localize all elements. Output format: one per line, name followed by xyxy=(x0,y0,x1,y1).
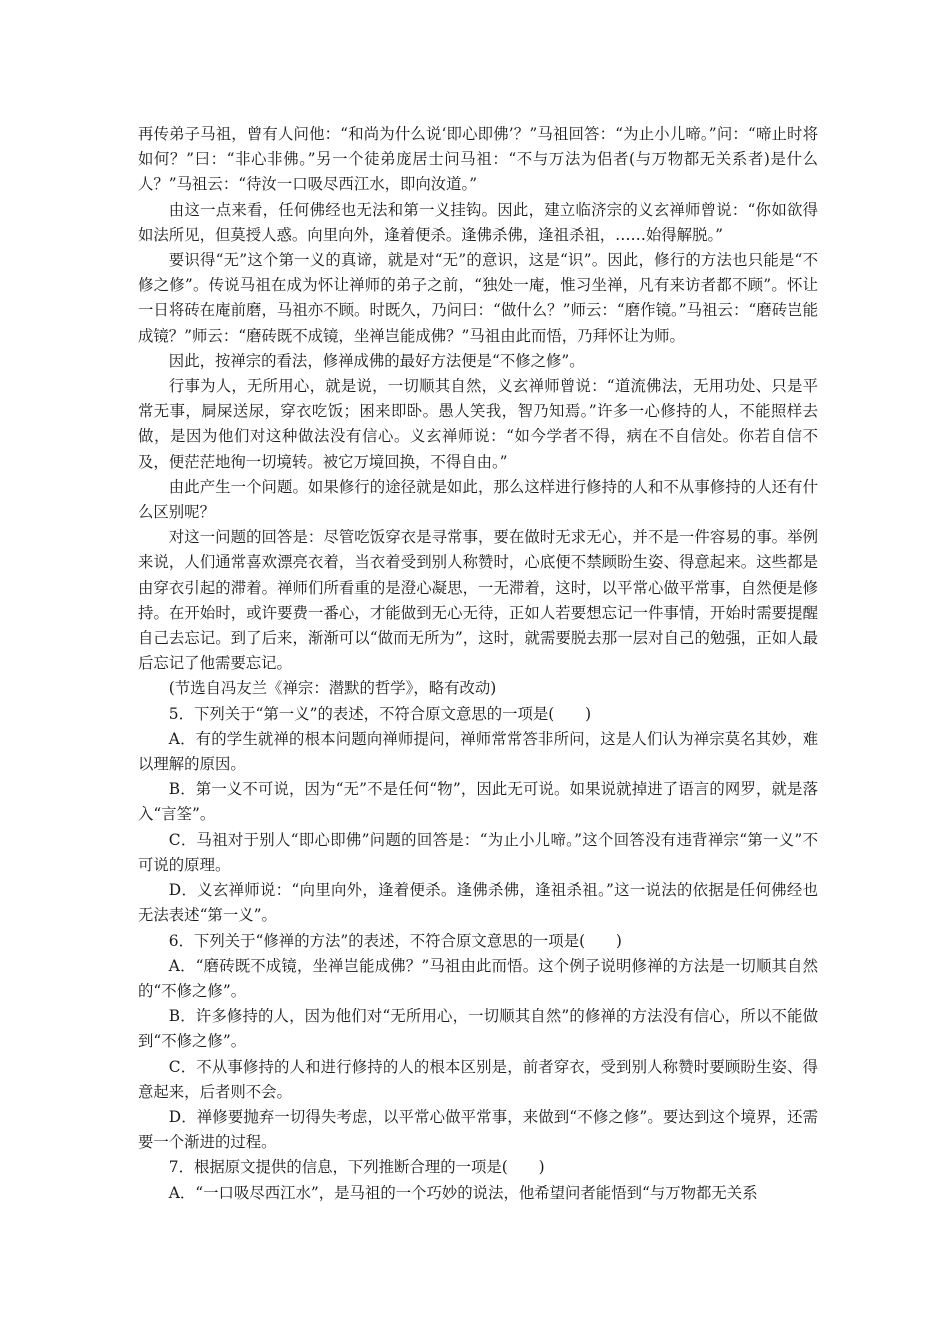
question-5-stem: 5．下列关于“第一义”的表述，不符合原文意思的一项是( ) xyxy=(168,704,592,723)
paragraph: 要识得“无”这个第一义的真谛，就是对“无”的意识，这是“识”。因此，修行的方法也只能是“不修之修”。传说马祖在成为怀让禅师的弟子之前，“独处一庵，惟习坐禅，凡有来访者都不顾”。怀让一日将砖在庵前磨，马祖亦不顾。时既久，乃问曰：“做什么？”师云：“磨作镜。”马祖云：“磨砖岂能成镜？”师云：“磨砖既不成镜，坐禅岂能成佛？”马祖由此而悟，乃拜怀让为师。 xyxy=(138,251,818,345)
question-7-stem: 7．根据原文提供的信息，下列推断合理的一项是( ) xyxy=(168,1158,545,1177)
question-5-option-a: A．有的学生就禅的根本问题向禅师提问，禅师常常答非所问，这是人们认为禅宗莫名其妙，难以理解的原因。 xyxy=(138,729,818,774)
question-7-option-a: A．“一口吸尽西江水”，是马祖的一个巧妙的说法，他希望问者能悟到“与万物都无关系 xyxy=(168,1183,758,1202)
source-citation: (节选自冯友兰《禅宗：潜默的哲学》，略有改动) xyxy=(168,679,497,698)
question-5-option-c: C．马祖对于别人“即心即佛”问题的回答是：“为止小儿啼。”这个回答没有违背禅宗“第一义”不可说的原理。 xyxy=(138,830,818,874)
question-6-option-a: A．“磨砖既不成镜，坐禅岂能成佛？”马祖由此而悟。这个例子说明修禅的方法是一切顺其自然的“不修之修”。 xyxy=(138,956,818,1000)
question-6-option-b: B．许多修持的人，因为他们对“无所用心，一切顺其自然”的修禅的方法没有信心，所以不能做到“不修之修”。 xyxy=(138,1007,818,1051)
question-5-option-b: B．第一义不可说，因为“无”不是任何“物”，因此无可说。如果说就掉进了语言的网罗，就是落入“言筌”。 xyxy=(138,780,818,824)
paragraph: 因此，按禅宗的看法，修禅成佛的最好方法便是“不修之修”。 xyxy=(168,351,585,370)
question-6-option-d: D．禅修要抛弃一切得失考虑，以平常心做平常事，来做到“不修之修”。要达到这个境界，还需要一个渐进的过程。 xyxy=(138,1107,818,1152)
paragraph: 对这一问题的回答是：尽管吃饭穿衣是寻常事，要在做时无求无心，并不是一件容易的事。举例来说，人们通常喜欢漂亮衣着，当衣着受到别人称赞时，心底便不禁顾盼生姿、得意起来。这些都是由穿衣引起的滞着。禅师们所看重的是澄心凝思，一无滞着，这时，以平常心做平常事，自然便是修持。在开始时，或许要费一番心，才能做到无心无待，正如人若要想忘记一件事情，开始时需要提醒自己去忘记。到了后来，渐渐可以“做而无所为”，这时，就需要脱去那一层对自己的勉强，正如人最后忘记了他需要忘记。 xyxy=(138,528,818,673)
question-5-option-d: D．义玄禅师说：“向里向外，逢着便杀。逢佛杀佛，逢祖杀祖。”这一说法的依据是任何佛经也无法表述“第一义”。 xyxy=(138,881,818,925)
document-body xyxy=(138,122,818,1206)
paragraph: 由这一点来看，任何佛经也无法和第一义挂钩。因此，建立临济宗的义玄禅师曾说：“你如欲得如法所见，但莫授人惑。向里向外，逢着便杀。逢佛杀佛，逢祖杀祖，……始得解脱。” xyxy=(138,200,818,244)
paragraph: 行事为人，无所用心，就是说，一切顺其自然，义玄禅师曾说：“道流佛法，无用功处、只是平常无事，屙屎送尿，穿衣吃饭；困来即卧。愚人笑我，智乃知焉。”许多一心修持的人，不能照样去做，是因为他们对这种做法没有信心。义玄禅师说：“如今学者不得，病在不自信处。你若自信不及，便茫茫地徇一切境转。被它万境回换，不得自由。” xyxy=(138,377,818,471)
question-6-option-c: C．不从事修持的人和进行修持的人的根本区别是，前者穿衣，受到别人称赞时要顾盼生姿、得意起来，后者则不会。 xyxy=(138,1057,818,1101)
question-6-stem: 6．下列关于“修禅的方法”的表述，不符合原文意思的一项是( ) xyxy=(168,931,622,950)
paragraph: 再传弟子马祖，曾有人问他：“和尚为什么说‘即心即佛’？”马祖回答：“为止小儿啼。”问：“啼止时将如何？”曰：“非心非佛。”另一个徒弟庞居士问马祖：“不与万法为侣者(与万物都无关系者)是什么人？”马祖云：“待汝一口吸尽西江水，即向汝道。” xyxy=(138,125,818,194)
paragraph: 由此产生一个问题。如果修行的途径就是如此，那么这样进行修持的人和不从事修持的人还有什么区别呢？ xyxy=(138,477,818,522)
